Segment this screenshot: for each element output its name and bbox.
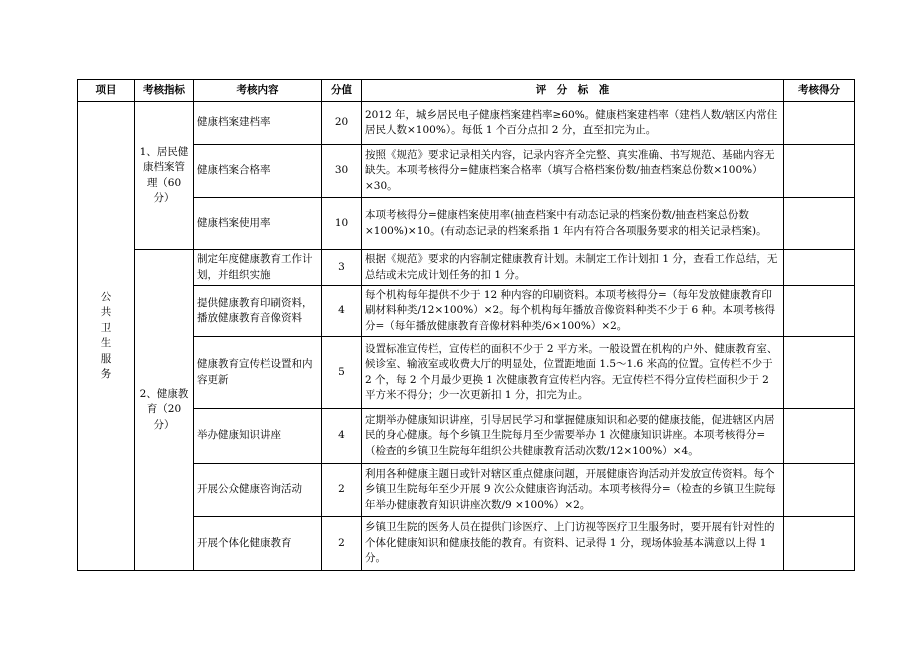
got-score-cell[interactable] (784, 286, 855, 337)
got-score-cell[interactable] (784, 409, 855, 464)
assessment-table (77, 79, 855, 571)
score-cell: 4 (322, 409, 362, 464)
score-cell: 30 (322, 145, 362, 198)
header-score: 分值 (322, 80, 362, 102)
criteria-cell: 设置标准宣传栏，宣传栏的面积不少于 2 平方米。一般设置在机构的户外、健康教育室、候诊室、输液室或收费大厅的明显处，位置距地面 1.5～1.6 米高的位置。宣传栏不少于 2 个，每 2 个月最少更换 1 次健康教育宣传栏内容。无宣传栏不得分宣传栏面积少于 2 平方米不得分；少一次更新扣 1 分，扣完为止。 (362, 337, 784, 409)
header-got: 考核得分 (784, 80, 855, 102)
table-row (78, 337, 855, 409)
content-cell: 健康档案建档率 (194, 102, 322, 145)
project-label: 公共卫生服务 (100, 290, 112, 380)
content-cell: 提供健康教育印刷资料，播放健康教育音像资料 (194, 286, 322, 337)
got-score-cell[interactable] (784, 337, 855, 409)
score-cell: 5 (322, 337, 362, 409)
indicator-cell: 1、居民健康档案管理（60 分） (135, 102, 194, 250)
header-indicator: 考核指标 (135, 80, 194, 102)
score-cell: 2 (322, 517, 362, 571)
content-cell: 制定年度健康教育工作计划，并组织实施 (194, 250, 322, 286)
score-cell: 10 (322, 198, 362, 250)
table-row (78, 464, 855, 517)
indicator-cell: 2、健康教育（20 分） (135, 250, 194, 571)
table-row (78, 250, 855, 286)
table-row (78, 198, 855, 250)
table-row (78, 145, 855, 198)
got-score-cell[interactable] (784, 250, 855, 286)
criteria-cell: 利用各种健康主题日或针对辖区重点健康问题，开展健康咨询活动并发放宣传资料。每个乡镇卫生院每年至少开展 9 次公众健康咨询活动。本项考核得分=（检查的乡镇卫生院每年举办健康教育知识讲座次数/9 ×100%）×2。 (362, 464, 784, 517)
header-row (78, 80, 855, 102)
criteria-cell: 根据《规范》要求的内容制定健康教育计划。未制定工作计划扣 1 分，查看工作总结，无总结或未完成计划任务的扣 1 分。 (362, 250, 784, 286)
criteria-cell: 本项考核得分=健康档案使用率(抽查档案中有动态记录的档案份数/抽查档案总份数×100%)×10。(有动态记录的档案系指 1 年内有符合各项服务要求的相关记录档案)。 (362, 198, 784, 250)
table-row (78, 102, 855, 145)
criteria-cell: 定期举办健康知识讲座，引导居民学习和掌握健康知识和必要的健康技能，促进辖区内居民的身心健康。每个乡镇卫生院每月至少需要举办 1 次健康知识讲座。本项考核得分=（检查的乡镇卫生院每年组织公共健康教育活动次数/12×100%）×4。 (362, 409, 784, 464)
table-row (78, 286, 855, 337)
table-row (78, 409, 855, 464)
content-cell: 开展个体化健康教育 (194, 517, 322, 571)
content-cell: 举办健康知识讲座 (194, 409, 322, 464)
project-cell (78, 102, 135, 571)
score-cell: 20 (322, 102, 362, 145)
header-criteria: 评 分 标 准 (362, 80, 784, 102)
criteria-cell: 每个机构每年提供不少于 12 种内容的印刷资料。本项考核得分=（每年发放健康教育印刷材料种类/12×100%）×2。每个机构每年播放音像资料种类不少于 6 种。本项考核得分=（每年播放健康教育音像材料种类/6×100%）×2。 (362, 286, 784, 337)
header-project: 项目 (78, 80, 135, 102)
got-score-cell[interactable] (784, 464, 855, 517)
criteria-cell: 2012 年，城乡居民电子健康档案建档率≥60%。健康档案建档率（建档人数/辖区内常住居民人数×100%）。每低 1 个百分点扣 2 分，直至扣完为止。 (362, 102, 784, 145)
content-cell: 健康档案使用率 (194, 198, 322, 250)
got-score-cell[interactable] (784, 198, 855, 250)
criteria-cell: 按照《规范》要求记录相关内容，记录内容齐全完整、真实准确、书写规范、基础内容无缺失。本项考核得分=健康档案合格率（填写合格档案份数/抽查档案总份数×100%）×30。 (362, 145, 784, 198)
got-score-cell[interactable] (784, 102, 855, 145)
got-score-cell[interactable] (784, 517, 855, 571)
criteria-cell: 乡镇卫生院的医务人员在提供门诊医疗、上门访视等医疗卫生服务时，要开展有针对性的个体化健康知识和健康技能的教育。有资料、记录得 1 分，现场体验基本满意以上得 1 分。 (362, 517, 784, 571)
score-cell: 2 (322, 464, 362, 517)
table-row (78, 517, 855, 571)
content-cell: 健康档案合格率 (194, 145, 322, 198)
score-cell: 3 (322, 250, 362, 286)
header-content: 考核内容 (194, 80, 322, 102)
content-cell: 健康教育宣传栏设置和内容更新 (194, 337, 322, 409)
content-cell: 开展公众健康咨询活动 (194, 464, 322, 517)
score-cell: 4 (322, 286, 362, 337)
got-score-cell[interactable] (784, 145, 855, 198)
